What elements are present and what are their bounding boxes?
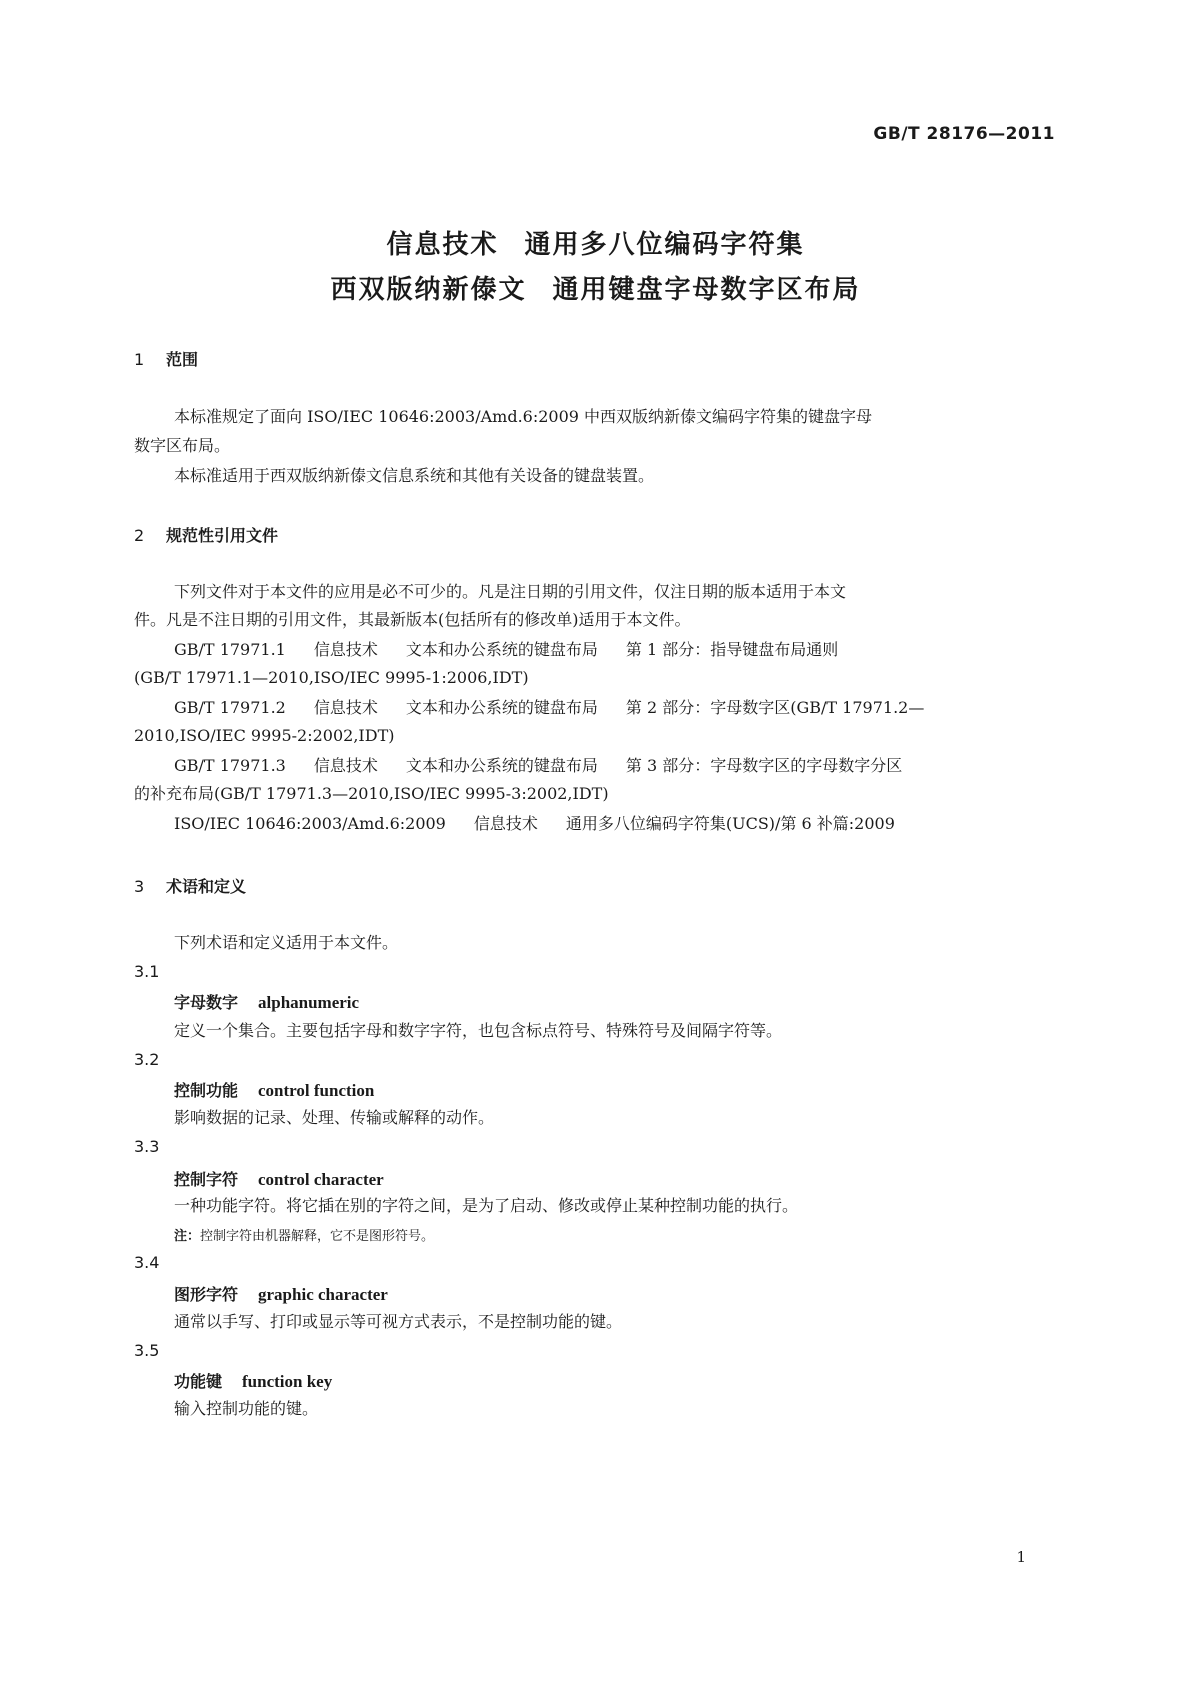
term-chinese: 字母数字 [174, 993, 239, 1012]
terms-intro: 下列术语和定义适用于本文件。 [174, 933, 399, 952]
section-number: 3 [134, 877, 145, 896]
term-chinese: 控制字符 [174, 1170, 239, 1189]
reference-part: 信息技术 [473, 814, 538, 833]
scope-paragraph-1-line-1: 本标准规定了面向 ISO/IEC 10646:2003/Amd.6:2009 中西双版纳新傣文编码字符集的键盘字母 [174, 407, 873, 426]
reference-part: 信息技术 [313, 698, 378, 717]
title-line-1-part-b: 通用多八位编码字符集 [524, 230, 805, 260]
reference-part: 文本和办公系统的键盘布局 [405, 756, 598, 775]
section-heading-scope [134, 347, 198, 370]
reference-part: 信息技术 [313, 640, 378, 659]
term-number: 3.3 [134, 1137, 160, 1156]
reference-code: GB/T 17971.3 [174, 756, 286, 775]
term-english: graphic character [258, 1285, 388, 1304]
title-line-1-part-a: 信息技术 [386, 230, 499, 260]
term-definition: 一种功能字符。将它插在别的字符之间，是为了启动、修改或停止某种控制功能的执行。 [174, 1196, 799, 1215]
section-title: 范围 [166, 350, 199, 369]
reference-code: ISO/IEC 10646:2003/Amd.6:2009 [174, 814, 446, 833]
term-note [174, 1225, 434, 1244]
reference-part: 第 1 部分：指导键盘布局通则 [625, 640, 839, 659]
page-number: 1 [1016, 1548, 1026, 1566]
section-title: 规范性引用文件 [166, 526, 279, 545]
reference-4 [174, 813, 895, 835]
term-number: 3.2 [134, 1050, 160, 1069]
title-line-2-part-a: 西双版纳新傣文 [330, 275, 527, 305]
reference-code: GB/T 17971.2 [174, 698, 286, 717]
term-definition: 输入控制功能的键。 [174, 1399, 319, 1418]
reference-part: 信息技术 [313, 756, 378, 775]
scope-paragraph-2: 本标准适用于西双版纳新傣文信息系统和其他有关设备的键盘装置。 [174, 466, 655, 485]
scope-paragraph-1-line-2: 数字区布局。 [134, 436, 231, 455]
reference-code: GB/T 17971.1 [174, 640, 286, 659]
term-english: control character [258, 1170, 384, 1189]
reference-1-line-2: (GB/T 17971.1—2010,ISO/IEC 9995-1:2006,IDT) [134, 668, 529, 687]
title-line-2 [0, 275, 1191, 306]
title-line-1 [0, 230, 1191, 261]
term-number: 3.5 [134, 1341, 160, 1360]
reference-2-line-2: 2010,ISO/IEC 9995-2:2002,IDT) [134, 726, 395, 745]
term-entry [174, 1369, 332, 1392]
term-entry [174, 990, 359, 1013]
term-number: 3.4 [134, 1253, 160, 1272]
note-label: 注： [174, 1229, 201, 1244]
standard-code: GB/T 28176—2011 [873, 124, 1055, 144]
section-title: 术语和定义 [166, 877, 247, 896]
term-chinese: 控制功能 [174, 1081, 239, 1100]
term-chinese: 图形字符 [174, 1285, 239, 1304]
term-entry [174, 1282, 388, 1305]
section-number: 2 [134, 526, 145, 545]
term-english: control function [258, 1081, 375, 1100]
reference-part: 第 2 部分：字母数字区(GB/T 17971.2— [625, 698, 925, 717]
term-number: 3.1 [134, 962, 160, 981]
reference-1-line-1 [174, 639, 838, 661]
term-english: alphanumeric [258, 993, 360, 1012]
term-entry [174, 1167, 384, 1190]
reference-part: 文本和办公系统的键盘布局 [405, 640, 598, 659]
term-entry [174, 1078, 374, 1101]
term-definition: 通常以手写、打印或显示等可视方式表示，不是控制功能的键。 [174, 1312, 623, 1331]
term-english: function key [242, 1372, 333, 1391]
term-definition: 影响数据的记录、处理、传输或解释的动作。 [174, 1108, 495, 1127]
term-chinese: 功能键 [174, 1372, 223, 1391]
reference-part: 文本和办公系统的键盘布局 [405, 698, 598, 717]
section-number: 1 [134, 350, 145, 369]
refs-intro-line-2: 件。凡是不注日期的引用文件，其最新版本(包括所有的修改单)适用于本文件。 [134, 610, 691, 629]
title-line-2-part-b: 通用键盘字母数字区布局 [552, 275, 861, 305]
refs-intro-line-1: 下列文件对于本文件的应用是必不可少的。凡是注日期的引用文件，仅注日期的版本适用于本文 [174, 582, 847, 601]
reference-2-line-1 [174, 697, 924, 719]
reference-3-line-1 [174, 755, 902, 777]
section-heading-normative-references [134, 523, 278, 546]
reference-part: 通用多八位编码字符集(UCS)/第 6 补篇:2009 [565, 814, 895, 833]
note-text: 控制字符由机器解释，它不是图形符号。 [200, 1229, 435, 1244]
reference-3-line-2: 的补充布局(GB/T 17971.3—2010,ISO/IEC 9995-3:2002,IDT) [134, 784, 609, 803]
term-definition: 定义一个集合。主要包括字母和数字字符，也包含标点符号、特殊符号及间隔字符等。 [174, 1021, 783, 1040]
section-heading-terms-and-definitions [134, 874, 246, 897]
reference-part: 第 3 部分：字母数字区的字母数字分区 [625, 756, 903, 775]
